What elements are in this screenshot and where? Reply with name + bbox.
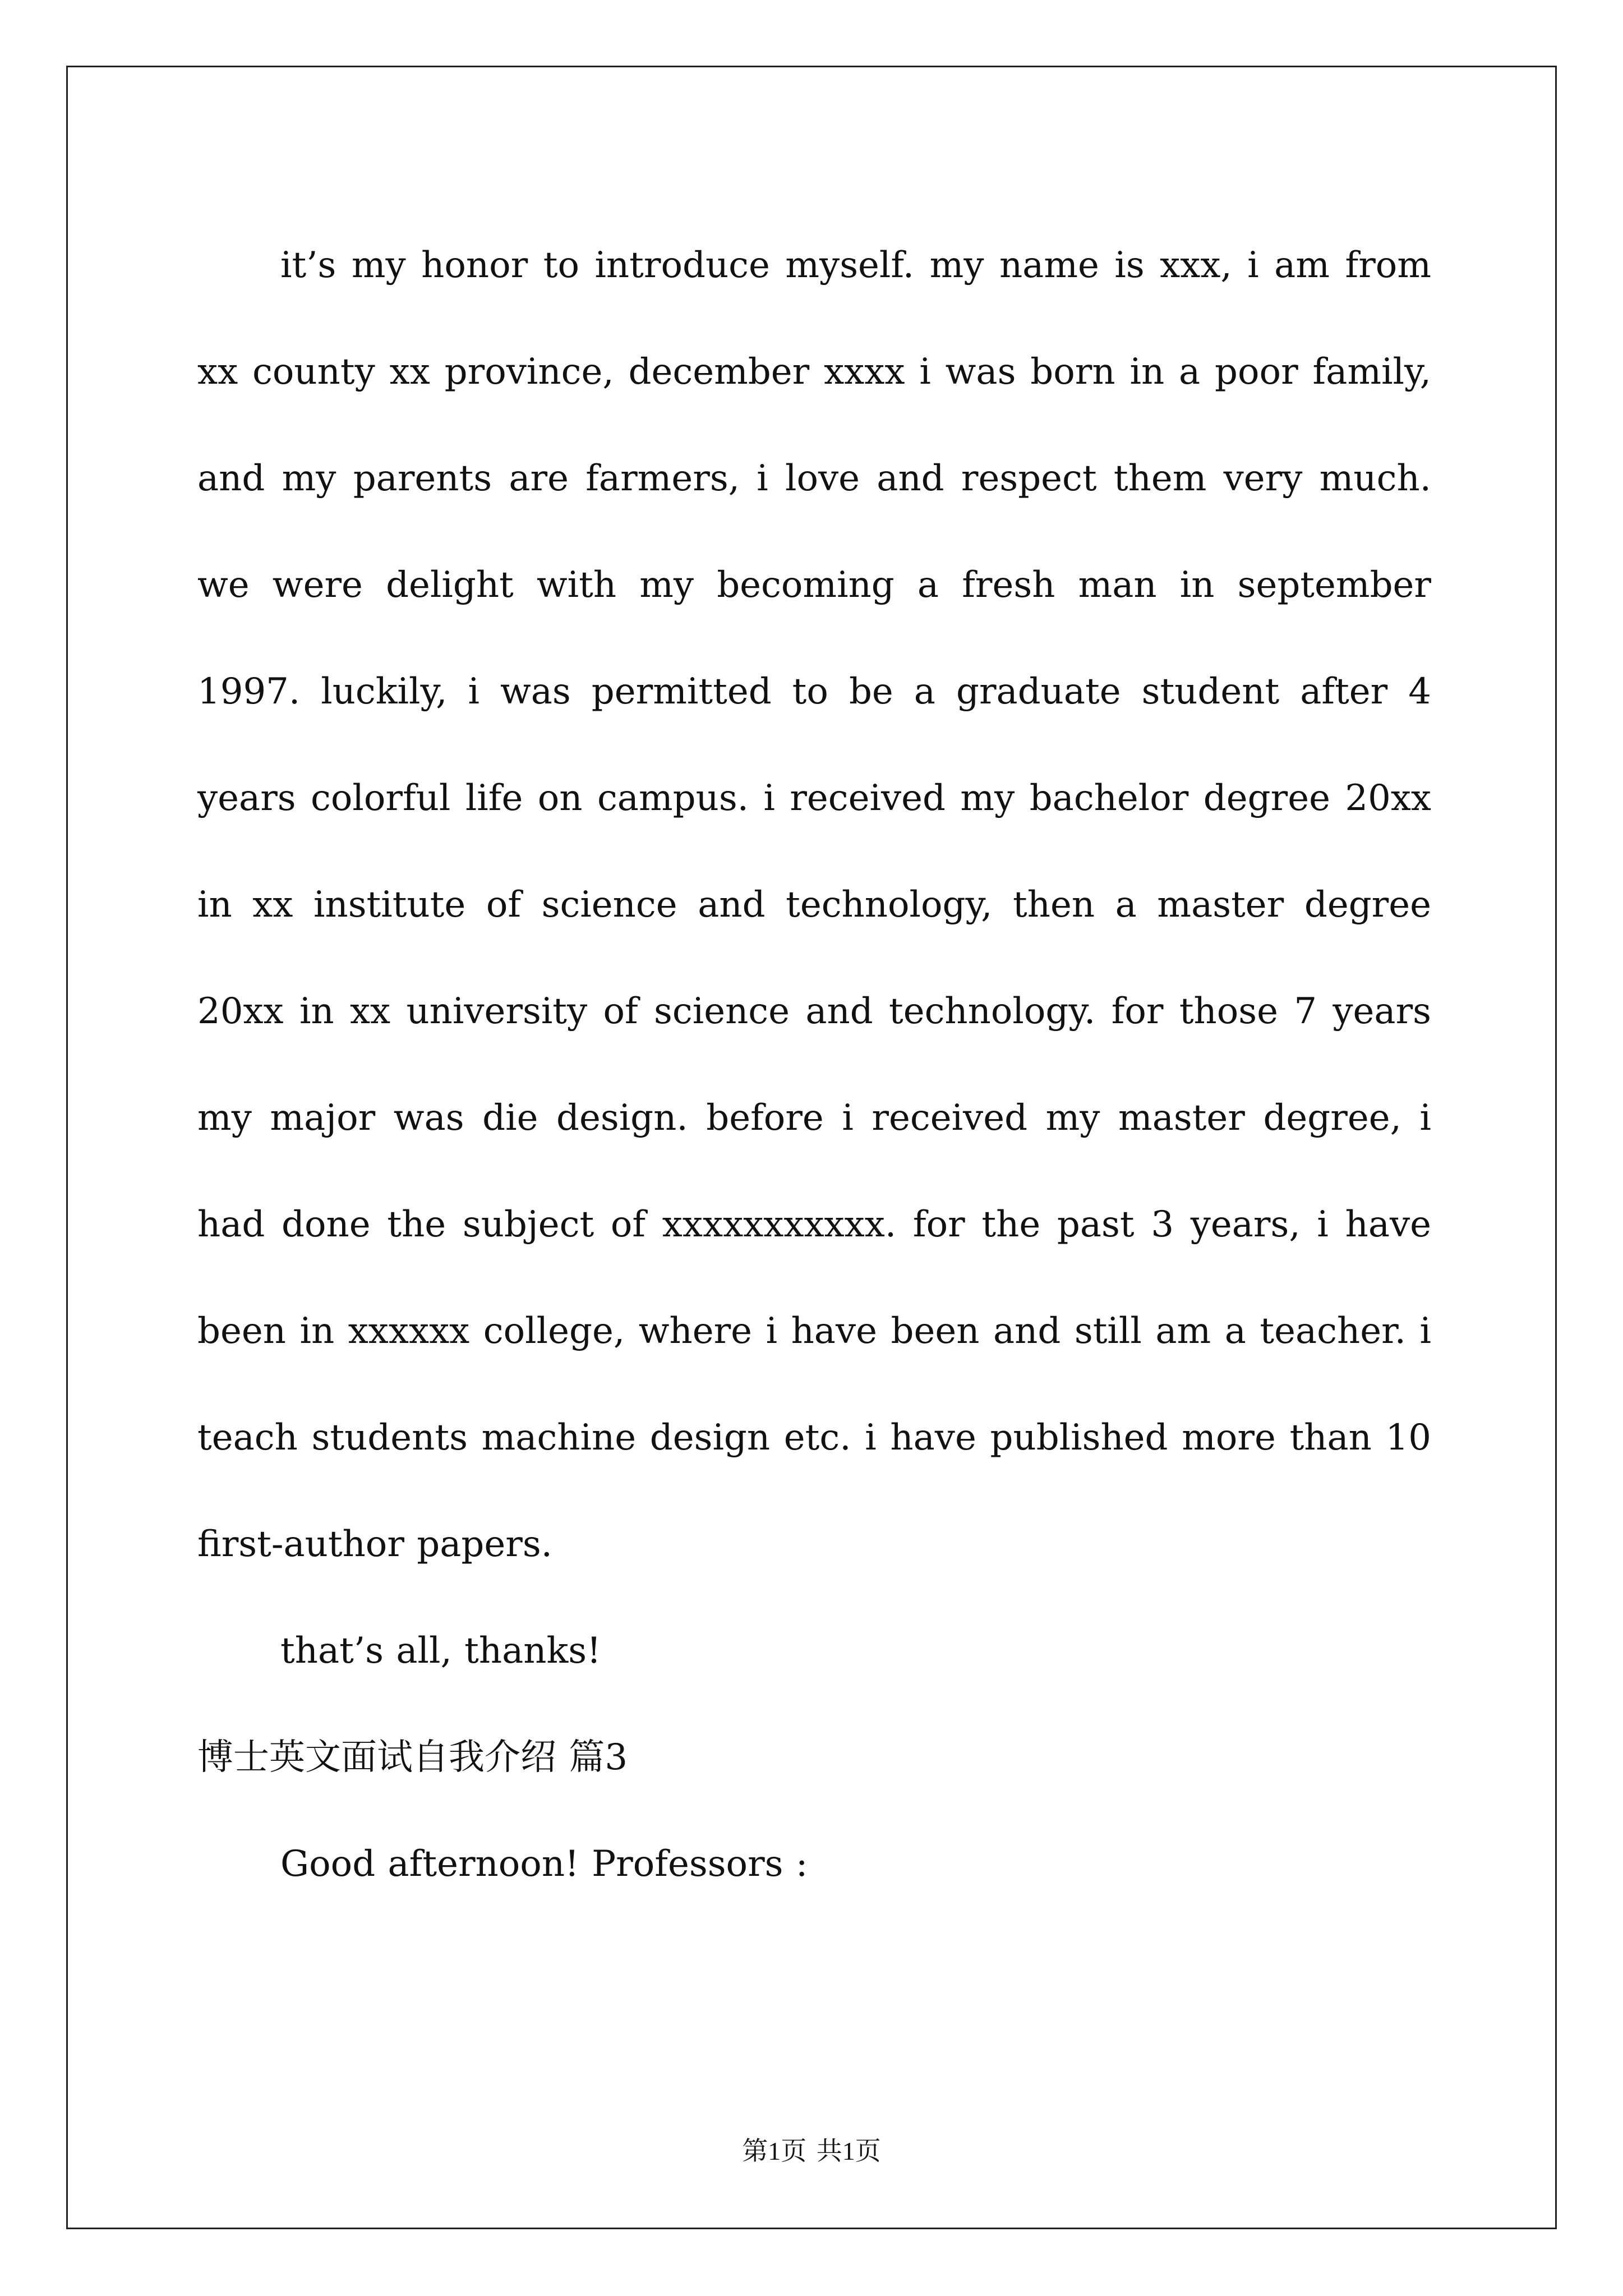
- section-heading: 博士英文面试自我介绍 篇3: [197, 1737, 628, 1778]
- paragraph-greeting: Good afternoon! Professors :: [280, 1843, 808, 1885]
- page-footer: 第1页 共1页: [742, 2137, 881, 2165]
- document-body: [197, 212, 1431, 1917]
- paragraph-self-introduction: it’s my honor to introduce myself. my name is xxx, i am from xx county xx province, december xxxx i was born in a poor family, and my parents are farmers, i love and respect them very much. we were delight with my becoming a fresh man in september 1997. luckily, i was permitted to be a graduate student after 4 years colorful life on campus. i received my bachelor degree 20xx in xx institute of science and technology, then a master degree 20xx in xx university of science and technology. for those 7 years my major was die design. before i received my master degree, i had done the subject of xxxxxxxxxxx. for the past 3 years, i have been in xxxxxx college, where i have been and still am a teacher. i teach students machine design etc. i have published more than 10 first-author papers.: [197, 245, 1431, 1565]
- paragraph-closing: that’s all, thanks!: [280, 1630, 601, 1672]
